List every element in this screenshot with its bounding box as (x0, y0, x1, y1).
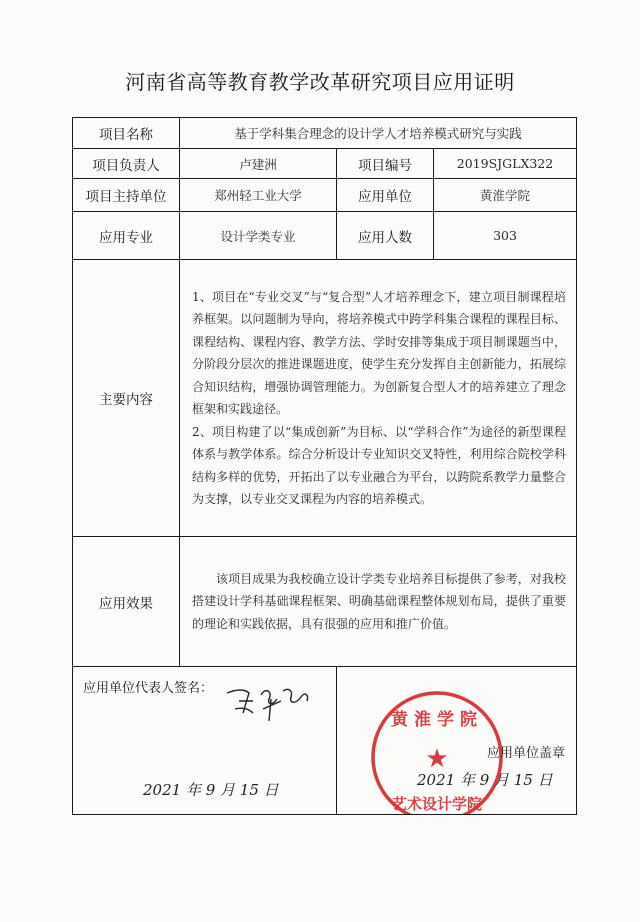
row-project-name (73, 118, 577, 149)
count-label: 应用人数 (337, 212, 434, 260)
row-effect (73, 537, 577, 667)
application-proof-form (72, 117, 577, 815)
effect-body (180, 537, 577, 667)
major-value: 设计学类专业 (180, 212, 337, 260)
project-name-label: 项目名称 (73, 118, 180, 149)
effect-label: 应用效果 (73, 537, 180, 667)
handwritten-signature-icon (223, 679, 313, 727)
host-unit-label: 项目主持单位 (73, 179, 180, 212)
project-number-label: 项目编号 (337, 149, 434, 179)
row-major (73, 212, 577, 260)
content-paragraph-1: 1、项目在“专业交叉”与“复合型”人才培养理念下，建立项目制课程培养框架。以问题制为导向，将培养模式中跨学科集合课程的课程目标、课程结构、课程内容、教学方法、学时安排等集成于项目制课题当中，分阶段分层次的推进课题进度，使学生充分发挥自主创新能力，拓展综合知识结构，增强协调管理能力。为创新复合型人才的培养建立了理念框架和实践途径。 (192, 289, 566, 416)
row-content (73, 260, 577, 537)
content-paragraph-2: 2、项目构建了以“集成创新”为目标、以“学科合作”为途径的新型课程体系与教学体系。综合分析设计专业知识交叉特性，利用综合院校学科结构多样的优势，开拓出了以专业融合为平台，以跨院系教学力量整合为支撑，以专业交叉课程为内容的培养模式。 (192, 424, 566, 506)
seal-star-icon: ★ (425, 744, 449, 774)
row-signature (73, 667, 577, 815)
content-label: 主要内容 (73, 260, 180, 537)
row-units (73, 179, 577, 212)
leader-value: 卢建洲 (180, 149, 337, 179)
app-unit-value: 黄淮学院 (434, 179, 577, 212)
row-leader (73, 149, 577, 179)
host-unit-value: 郑州轻工业大学 (180, 179, 337, 212)
seal-cell (337, 667, 577, 815)
leader-label: 项目负责人 (73, 149, 180, 179)
document-title: 河南省高等教育教学改革研究项目应用证明 (125, 70, 515, 94)
seal-top-text: 黄淮学院 (391, 710, 483, 730)
rep-date: 2021 年 9 月 15 日 (143, 781, 279, 799)
count-value: 303 (434, 212, 577, 260)
content-body (180, 260, 577, 537)
signature-cell (73, 667, 337, 815)
project-name-value: 基于学科集合理念的设计学人才培养模式研究与实践 (180, 118, 577, 149)
app-unit-label: 应用单位 (337, 179, 434, 212)
seal-bottom-text: 艺术设计学院 (391, 795, 483, 813)
project-number-value: 2019SJGLX322 (434, 149, 577, 179)
college-seal-icon (367, 687, 507, 815)
seal-date: 2021 年 9 月 15 日 (417, 771, 553, 789)
seal-label: 应用单位盖章 (487, 746, 566, 761)
effect-paragraph: 该项目成果为我校确立设计学类专业培养目标提供了参考，对我校搭建设计学科基础课程框架、明确基础课程整体规划布局，提供了重要的理论和实践依据，具有很强的应用和推广价值。 (192, 571, 566, 631)
major-label: 应用专业 (73, 212, 180, 260)
rep-signature-label: 应用单位代表人签名： (83, 681, 214, 696)
